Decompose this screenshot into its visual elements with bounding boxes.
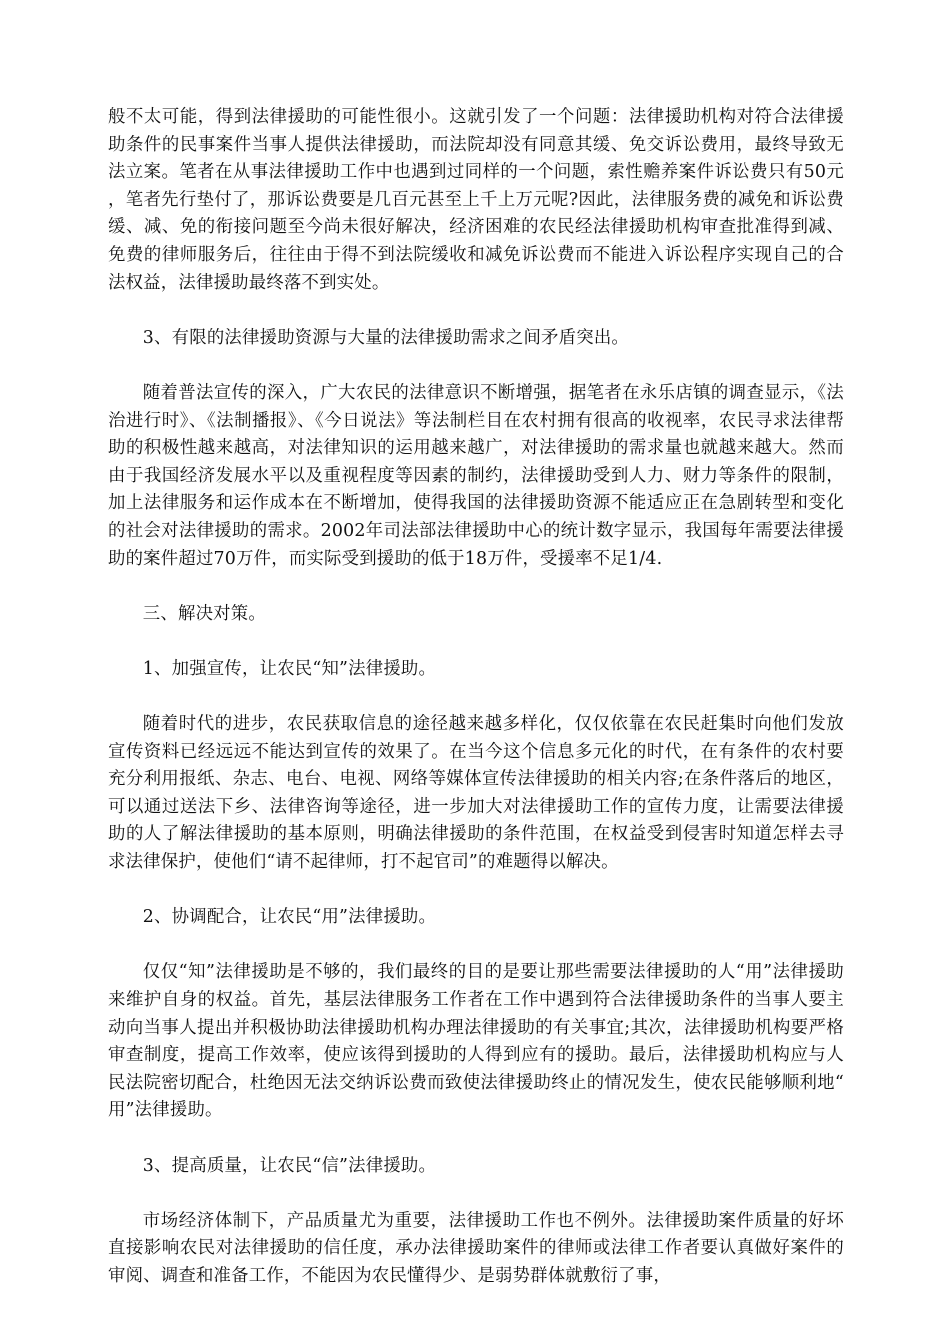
paragraph-continuation: 般不太可能，得到法律援助的可能性很小。这就引发了一个问题：法律援助机构对符合法律援助条件的民事案件当事人提供法律援助，而法院却没有同意其缓、免交诉讼费用，最终导致无法立案。笔者在从事法律援助工作中也遇到过同样的一个问题，索性赡养案件诉讼费只有50元，笔者先行垫付了，那诉讼费要是几百元甚至上千上万元呢?因此，法律服务费的减免和诉讼费缓、减、免的衔接问题至今尚未很好解决，经济困难的农民经法律援助机构审查批准得到减、免费的律师服务后，往往由于得不到法院缓收和减免诉讼费而不能进入诉讼程序实现自己的合法权益，法律援助最终落不到实处。 (108, 107, 844, 293)
subheading-limited-resources: 3、有限的法律援助资源与大量的法律援助需求之间矛盾突出。 (142, 327, 630, 348)
paragraph-quality: 市场经济体制下，产品质量尤为重要，法律援助工作也不例外。法律援助案件质量的好坏直接影响农民对法律援助的信任度，承办法律援助案件的律师或法律工作者要认真做好案件的审阅、调查和准备工作，不能因为农民懂得少、是弱势群体就敷衍了事， (108, 1210, 844, 1286)
subheading-quality: 3、提高质量，让农民“信”法律援助。 (142, 1155, 437, 1176)
subheading-coordination: 2、协调配合，让农民“用”法律援助。 (142, 907, 437, 928)
section-heading-solutions: 三、解决对策。 (142, 603, 266, 624)
paragraph-publicity: 随着时代的进步，农民获取信息的途径越来越多样化，仅仅依靠在农民赶集时向他们发放宣传资料已经远远不能达到宣传的效果了。在当今这个信息多元化的时代，在有条件的农村要充分利用报纸、杂志、电台、电视、网络等媒体宣传法律援助的相关内容;在条件落后的地区，可以通过送法下乡、法律咨询等途径，进一步加大对法律援助工作的宣传力度，让需要法律援助的人了解法律援助的基本原则，明确法律援助的条件范围，在权益受到侵害时知道怎样去寻求法律保护，使他们“请不起律师，打不起官司”的难题得以解决。 (108, 714, 844, 873)
paragraph-resources-demand: 随着普法宣传的深入，广大农民的法律意识不断增强，据笔者在永乐店镇的调查显示，《法治进行时》、《法制播报》、《今日说法》等法制栏目在农村拥有很高的收视率，农民寻求法律帮助的积极性越来越高，对法律知识的运用越来越广，对法律援助的需求量也就越来越大。然而由于我国经济发展水平以及重视程度等因素的制约，法律援助受到人力、财力等条件的限制，加上法律服务和运作成本在不断增加，使得我国的法律援助资源不能适应正在急剧转型和变化的社会对法律援助的需求。2002年司法部法律援助中心的统计数字显示，我国每年需要法律援助的案件超过70万件，而实际受到援助的低于18万件，受援率不足1/4. (108, 382, 844, 569)
paragraph-coordination: 仅仅“知”法律援助是不够的，我们最终的目的是要让那些需要法律援助的人“用”法律援助来维护自身的权益。首先，基层法律服务工作者在工作中遇到符合法律援助条件的当事人要主动向当事人提出并积极协助法律援助机构办理法律援助的有关事宜;其次，法律援助机构要严格审查制度，提高工作效率，使应该得到援助的人得到应有的援助。最后，法律援助机构应与人民法院密切配合，杜绝因无法交纳诉讼费而致使法律援助终止的情况发生，使农民能够顺利地“用”法律援助。 (108, 962, 844, 1121)
document-page (108, 104, 844, 1318)
subheading-publicity: 1、加强宣传，让农民“知”法律援助。 (142, 658, 437, 679)
